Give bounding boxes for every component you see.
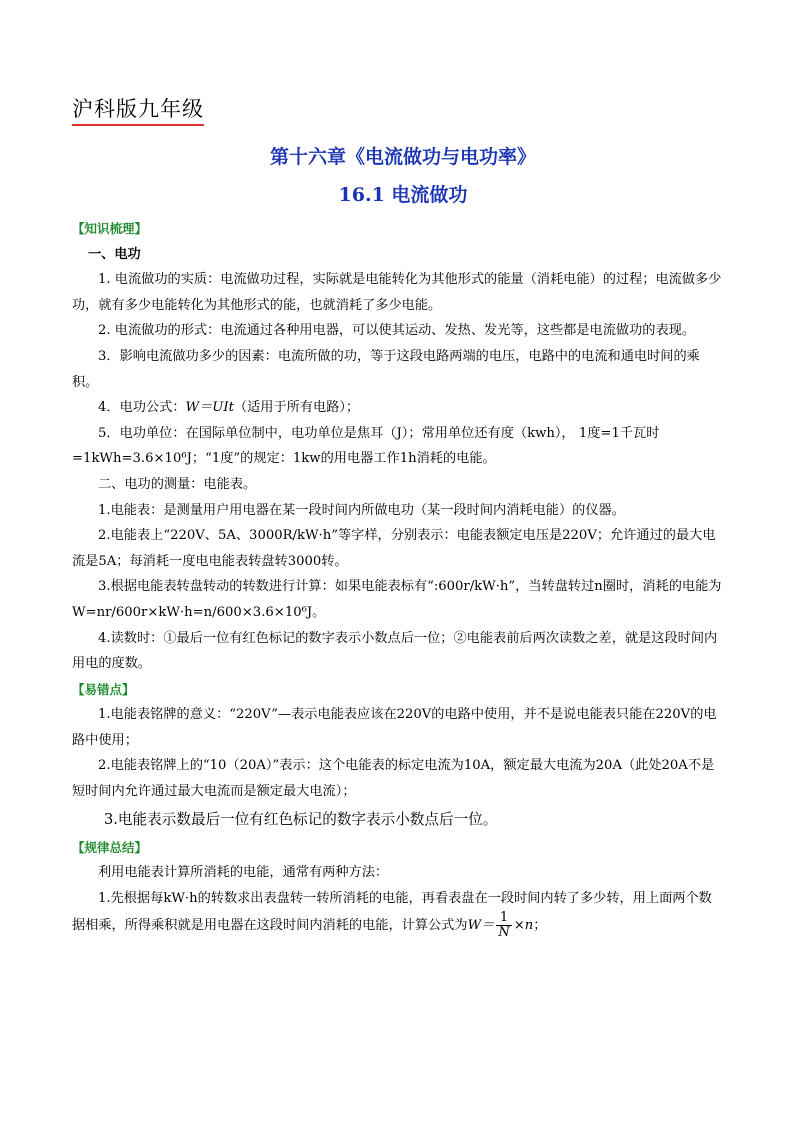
rule-1-text: 1.先根据每kW·h的转数求出表盘转一转所消耗的电能，再看表盘在一段时间内转了多少转，用上面两个数据相乘，所得乘积就是用电器在这段时间内消耗的电能，计算公式为 bbox=[72, 890, 712, 934]
knowledge-item-5: 5．电功单位：在国际单位制中，电功单位是焦耳（J）；常用单位还有度（kwh）， 1度=1千瓦时=1kWh=3.6×10⁶J；“1度”的规定：1kw的用电器工作1h消耗的电能。 bbox=[72, 425, 660, 467]
part1-title: 一、电功 bbox=[88, 246, 141, 262]
rules-intro: 利用电能表计算所消耗的电能，通常有两种方法： bbox=[98, 865, 389, 881]
chapter-title: 第十六章《电流做功与电功率》 bbox=[269, 146, 536, 168]
knowledge-item-2: 2. 电流做功的形式：电流通过各种用电器，可以使其运动、发热、发光等，这些都是电流做功的表现。 bbox=[98, 323, 696, 339]
meter-item-4: 4.读数时：①最后一位有红色标记的数字表示小数点后一位；②电能表前后两次读数之差，就是这段时间内用电的度数。 bbox=[72, 630, 718, 672]
meter-item-3: 3.根据电能表转盘转动的转数进行计算：如果电能表标有“:600r/kW·h”，当转盘转过n圈时，消耗的电能为W=nr/600r×kW·h=n/600×3.6×10⁶J。 bbox=[72, 579, 722, 620]
mistake-item-2: 2.电能表铭牌上的“10（20A）”表示：这个电能表的标定电流为10A，额定最大电流为20A（此处20A不是短时间内允许通过最大电流而是额定最大电流）； bbox=[72, 758, 715, 800]
meter-item-1: 1.电能表：是测量用户用电器在某一段时间内所做电功（某一段时间内消耗电能）的仪器。 bbox=[98, 502, 625, 518]
formula-suffix: （适用于所有电路）； bbox=[233, 400, 360, 416]
part2-title: 二、电功的测量：电能表。 bbox=[98, 476, 257, 492]
knowledge-heading: 【知识梳理】 bbox=[72, 221, 148, 236]
rule-1-end: ； bbox=[533, 918, 547, 934]
knowledge-item-1: 1. 电流做功的实质：电流做功过程，实际就是电能转化为其他形式的能量（消耗电能）的过程；电流做多少功，就有多少电能转化为其他形式的能，也就消耗了多少电能。 bbox=[72, 272, 722, 313]
knowledge-item-4 bbox=[72, 395, 724, 421]
content-body bbox=[72, 216, 724, 940]
formula-prefix: 4．电功公式： bbox=[98, 400, 186, 416]
meter-item-2: 2.电能表上“220V、5A、3000R/kW·h”等字样，分别表示：电能表额定电压是220V；允许通过的最大电流是5A；每消耗一度电电能表转盘转3000转。 bbox=[72, 528, 716, 569]
grade-label: 沪科版九年级 bbox=[72, 93, 204, 126]
formula-rhs: ×n bbox=[513, 918, 534, 934]
energy-formula bbox=[468, 911, 534, 940]
section-title: 16.1 电流做功 bbox=[338, 184, 468, 206]
formula-lhs: W＝ bbox=[467, 918, 495, 934]
formula-fraction bbox=[496, 911, 511, 940]
knowledge-item-3: 3．影响电流做功多少的因素：电流所做的功，等于这段电路两端的电压，电路中的电流和通电时间的乘积。 bbox=[72, 348, 700, 390]
mistake-item-1: 1.电能表铭牌的意义：“220V”—表示电能表应该在220V的电路中使用，并不是说电能表只能在220V的电路中使用； bbox=[72, 707, 717, 748]
mistakes-heading: 【易错点】 bbox=[72, 681, 135, 697]
fraction-numerator: 1 bbox=[496, 911, 511, 926]
work-formula: W＝UIt bbox=[185, 400, 234, 416]
rules-heading: 【规律总结】 bbox=[72, 839, 148, 855]
rule-item-1 bbox=[72, 886, 724, 941]
mistake-item-3: 3.电能表示数最后一位有红色标记的数字表示小数点后一位。 bbox=[104, 810, 498, 828]
fraction-denominator: N bbox=[498, 925, 510, 941]
